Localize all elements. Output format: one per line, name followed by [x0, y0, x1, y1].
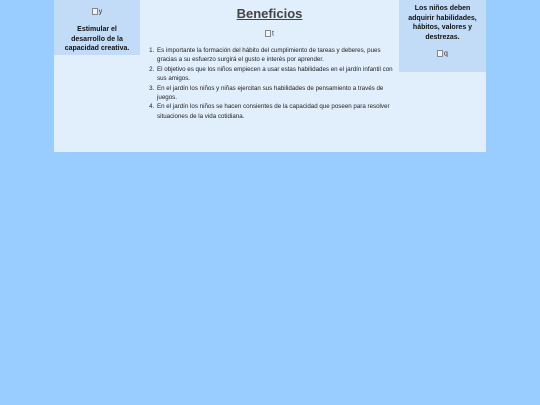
- benefits-list: [140, 46, 399, 121]
- main-broken-image: [265, 30, 274, 38]
- list-item: 3. En el jardín los niños y niñas ejercitan sus habilidades de pensamiento a través de juegos.: [156, 84, 399, 103]
- list-item: 1. Es importante la formación del hábito del cumplimiento de tareas y deberes, pues gracias a su esfuerzo surgirá el gusto e interés por aprender.: [156, 46, 399, 65]
- left-sidebar: [54, 0, 140, 55]
- left-image-alt: y: [98, 8, 103, 15]
- broken-image-icon: [92, 8, 98, 15]
- right-image-alt: q: [444, 50, 448, 57]
- list-item: 4. En el jardín los niños se hacen consientes de la capacidad que poseen para resolver situaciones de la vida cotidiana.: [156, 102, 399, 121]
- right-sidebar: [399, 0, 486, 72]
- main-image-alt: t: [272, 30, 274, 37]
- left-sidebar-text: Estimular el desarrollo de la capacidad creativa.: [64, 26, 130, 52]
- list-item: 2. El objetivo es que los niños empiecen a usar estas habilidades en el jardín infantil con sus amigos.: [156, 65, 399, 84]
- broken-image-icon: [437, 50, 443, 57]
- main-content: [140, 0, 399, 152]
- left-broken-image: [92, 8, 103, 16]
- content-container: [54, 0, 486, 152]
- page-title: Beneficios: [236, 6, 303, 21]
- right-sidebar-text: Los niños deben adquirir habilidades, hábitos, valores y destrezas.: [408, 5, 477, 41]
- broken-image-icon: [265, 30, 271, 37]
- right-broken-image: [437, 50, 448, 58]
